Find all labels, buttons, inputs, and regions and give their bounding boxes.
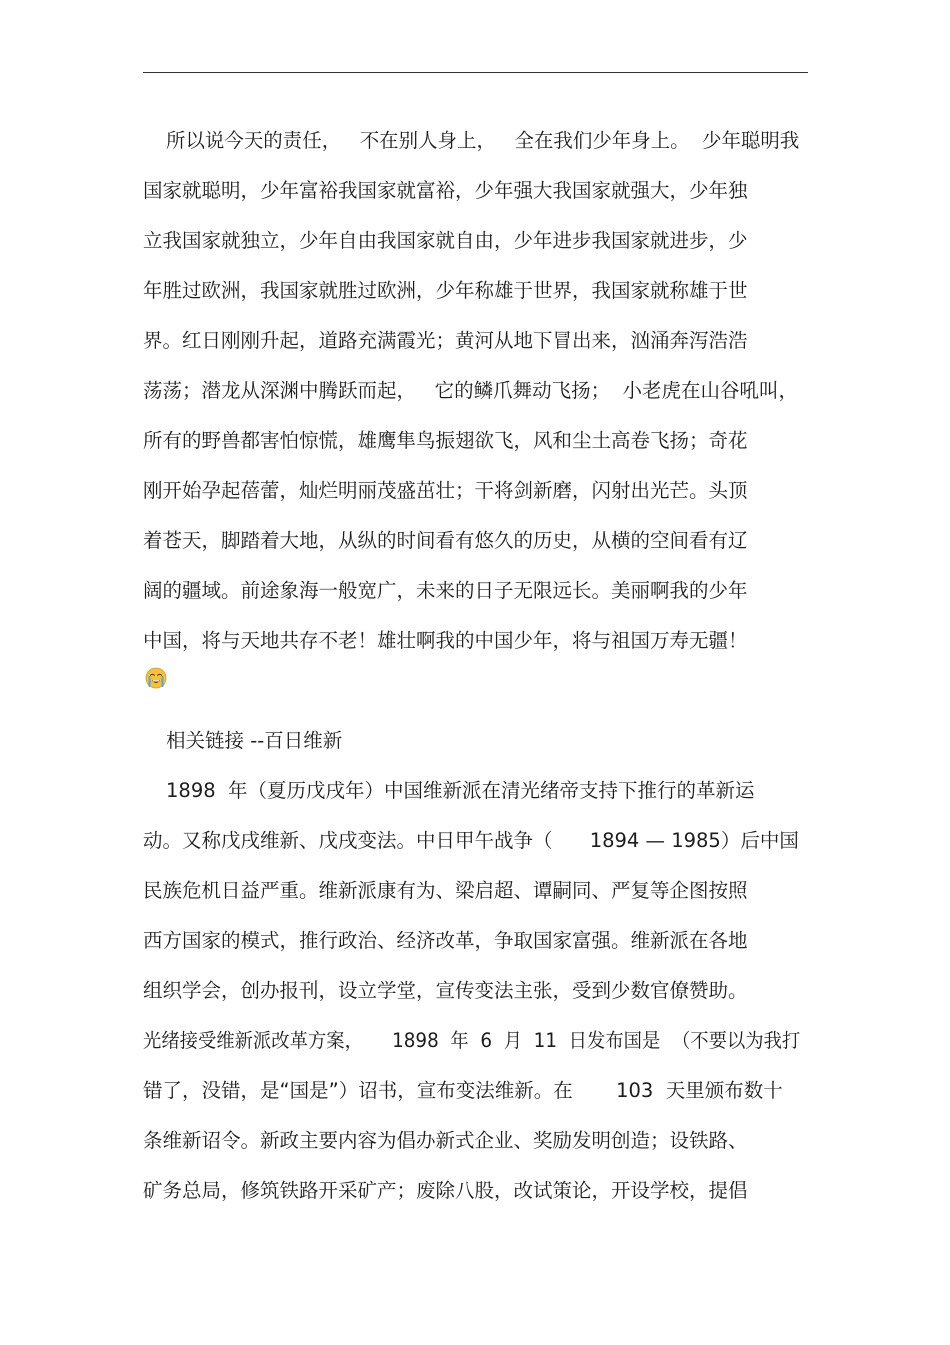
paragraph-1-line: 年胜过欧洲，我国家就胜过欧洲，少年称雄于世界，我国家就称雄于世 [143, 279, 748, 302]
paragraph-1-line: 国家就聪明，少年富裕我国家就富裕，少年强大我国家就强大，少年独 [143, 179, 748, 202]
paragraph-2-line: 矿务总局，修筑铁路开采矿产；废除八股，改试策论，开设学校，提倡 [143, 1179, 748, 1202]
crying-face-emoji-icon [145, 667, 167, 689]
paragraph-2-line: 动。又称戊戌维新、戊戌变法。中日甲午战争（ 1894 — 1985）后中国 [143, 829, 799, 852]
paragraph-2-line: 1898 年（夏历戊戌年）中国维新派在清光绪帝支持下推行的革新运 [166, 779, 755, 802]
paragraph-2-line: 组织学会，创办报刊，设立学堂，宣传变法主张，受到少数官僚赞助。 [143, 979, 748, 1002]
paragraph-1-line: 所有的野兽都害怕惊慌，雄鹰隼鸟振翅欲飞，风和尘土高卷飞扬；奇花 [143, 429, 748, 452]
paragraph-2-line: 条维新诏令。新政主要内容为倡办新式企业、奖励发明创造；设铁路、 [143, 1129, 748, 1152]
paragraph-1-line: 立我国家就独立，少年自由我国家就自由，少年进步我国家就进步，少 [143, 229, 748, 252]
related-link-heading: 相关链接 --百日维新 [166, 729, 343, 752]
paragraph-1-line: 界。红日刚刚升起，道路充满霞光；黄河从地下冒出来，汹涌奔泻浩浩 [143, 329, 748, 352]
paragraph-2-line: 民族危机日益严重。维新派康有为、梁启超、谭嗣同、严复等企图按照 [143, 879, 748, 902]
paragraph-1-line: 荡荡；潜龙从深渊中腾跃而起， 它的鳞爪舞动飞扬； 小老虎在山谷吼叫， [143, 379, 798, 402]
paragraph-1-line: 所以说今天的责任， 不在别人身上， 全在我们少年身上。 少年聪明我 [166, 129, 800, 152]
paragraph-1-line: 中国，将与天地共存不老！雄壮啊我的中国少年，将与祖国万寿无疆！ [143, 629, 748, 652]
paragraph-1-line: 阔的疆域。前途象海一般宽广，未来的日子无限远长。美丽啊我的少年 [143, 579, 748, 602]
header-rule [143, 72, 808, 73]
paragraph-1-line: 刚开始孕起蓓蕾，灿烂明丽茂盛茁壮；干将剑新磨，闪射出光芒。头顶 [143, 479, 748, 502]
paragraph-2-line: 西方国家的模式，推行政治、经济改革，争取国家富强。维新派在各地 [143, 929, 748, 952]
paragraph-2-line: 错了，没错，是“国是”）诏书，宣布变法维新。在 103 天里颁布数十 [143, 1079, 783, 1102]
paragraph-2-line: 光绪接受维新派改革方案， 1898 年 6 月 11 日发布国是 （不要以为我打 [143, 1029, 801, 1052]
paragraph-1-line: 着苍天，脚踏着大地，从纵的时间看有悠久的历史，从横的空间看有辽 [143, 529, 748, 552]
